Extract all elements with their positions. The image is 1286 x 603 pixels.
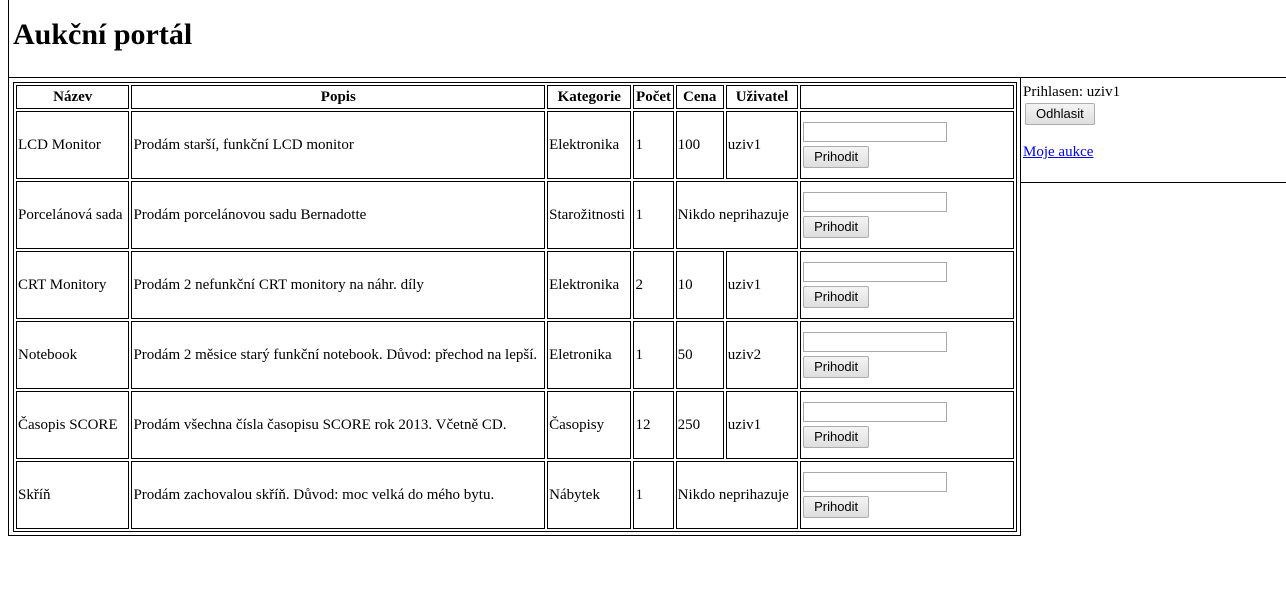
cell-bid	[800, 111, 1014, 179]
header-kategorie: Kategorie	[547, 85, 631, 109]
cell-description: Prodám zachovalou skříň. Důvod: moc velká do mého bytu.	[131, 461, 545, 529]
cell-price: 100	[676, 111, 724, 179]
bid-button[interactable]: Prihodit	[803, 356, 869, 378]
cell-name: Skříň	[16, 461, 129, 529]
cell-user: uziv1	[726, 111, 798, 179]
bid-button[interactable]: Prihodit	[803, 286, 869, 308]
bid-input[interactable]	[803, 402, 947, 422]
logout-button[interactable]: Odhlasit	[1025, 103, 1095, 125]
table-row	[16, 111, 1014, 179]
cell-bid	[800, 461, 1014, 529]
header-bid	[800, 85, 1014, 109]
bid-input[interactable]	[803, 472, 947, 492]
cell-bid	[800, 321, 1014, 389]
my-auctions-link[interactable]: Moje aukce	[1023, 144, 1094, 160]
cell-count: 12	[633, 391, 673, 459]
page-title: Aukční portál	[13, 18, 193, 51]
table-row	[16, 461, 1014, 529]
auction-table-panel	[8, 78, 1021, 536]
cell-user: uziv2	[726, 321, 798, 389]
bid-input[interactable]	[803, 332, 947, 352]
table-header-row	[16, 85, 1014, 109]
cell-name: CRT Monitory	[16, 251, 129, 319]
cell-bid	[800, 391, 1014, 459]
cell-category: Starožitnosti	[547, 181, 631, 249]
cell-count: 2	[633, 251, 673, 319]
user-sidebar	[1021, 78, 1286, 183]
header-cena: Cena	[676, 85, 724, 109]
cell-price: 10	[676, 251, 724, 319]
bid-button[interactable]: Prihodit	[803, 216, 869, 238]
cell-name: Časopis SCORE	[16, 391, 129, 459]
cell-category: Elektronika	[547, 251, 631, 319]
table-row	[16, 321, 1014, 389]
bid-button[interactable]: Prihodit	[803, 496, 869, 518]
header-popis: Popis	[131, 85, 545, 109]
cell-name: LCD Monitor	[16, 111, 129, 179]
cell-count: 1	[633, 181, 673, 249]
cell-user: uziv1	[726, 391, 798, 459]
cell-description: Prodám 2 měsice starý funkční notebook. Důvod: přechod na lepší.	[131, 321, 545, 389]
table-row	[16, 181, 1014, 249]
page-header	[8, 0, 1286, 78]
header-pocet: Počet	[633, 85, 673, 109]
bid-input[interactable]	[803, 122, 947, 142]
header-uzivatel: Uživatel	[726, 85, 798, 109]
cell-description: Prodám starší, funkční LCD monitor	[131, 111, 545, 179]
cell-description: Prodám 2 nefunkční CRT monitory na náhr. díly	[131, 251, 545, 319]
table-row	[16, 391, 1014, 459]
cell-no-bid: Nikdo neprihazuje	[676, 461, 798, 529]
cell-description: Prodám všechna čísla časopisu SCORE rok 2013. Včetně CD.	[131, 391, 545, 459]
cell-count: 1	[633, 321, 673, 389]
table-row	[16, 251, 1014, 319]
bid-input[interactable]	[803, 192, 947, 212]
cell-description: Prodám porcelánovou sadu Bernadotte	[131, 181, 545, 249]
cell-count: 1	[633, 461, 673, 529]
cell-user: uziv1	[726, 251, 798, 319]
cell-bid	[800, 251, 1014, 319]
cell-price: 250	[676, 391, 724, 459]
cell-price: 50	[676, 321, 724, 389]
auction-table	[13, 82, 1017, 532]
login-status: Prihlasen: uziv1	[1023, 84, 1121, 100]
cell-name: Porcelánová sada	[16, 181, 129, 249]
header-nazev: Název	[16, 85, 129, 109]
bid-button[interactable]: Prihodit	[803, 426, 869, 448]
cell-category: Nábytek	[547, 461, 631, 529]
cell-bid	[800, 181, 1014, 249]
cell-no-bid: Nikdo neprihazuje	[676, 181, 798, 249]
bid-button[interactable]: Prihodit	[803, 146, 869, 168]
cell-category: Elektronika	[547, 111, 631, 179]
cell-count: 1	[633, 111, 673, 179]
bid-input[interactable]	[803, 262, 947, 282]
cell-name: Notebook	[16, 321, 129, 389]
cell-category: Eletronika	[547, 321, 631, 389]
cell-category: Časopisy	[547, 391, 631, 459]
